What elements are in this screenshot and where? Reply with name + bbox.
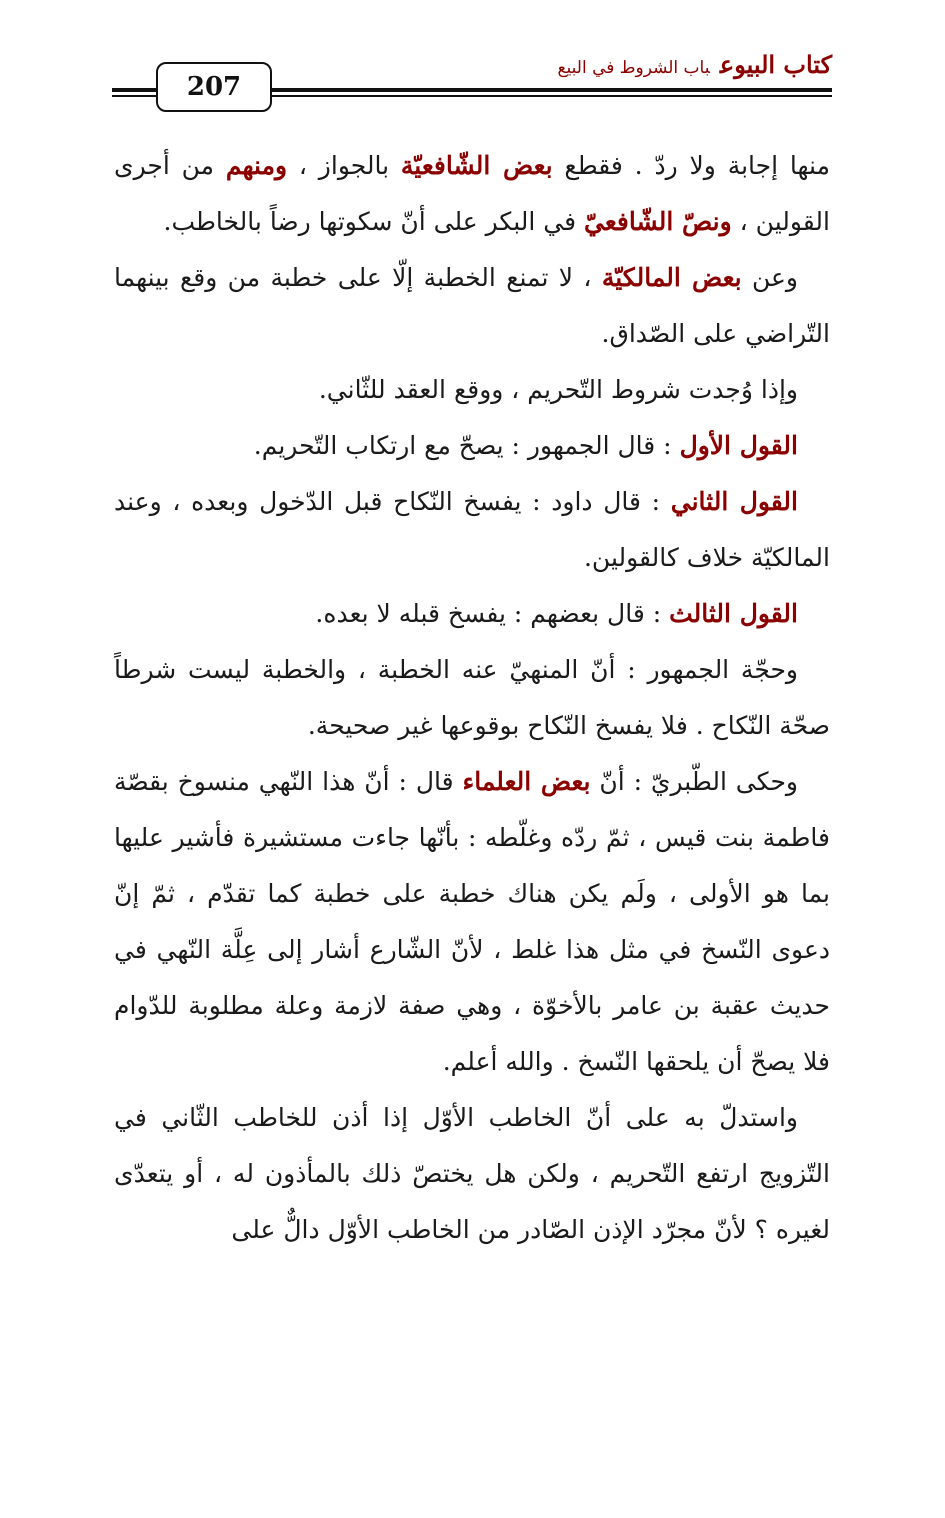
highlighted-term: القول الثاني bbox=[670, 487, 798, 516]
paragraph bbox=[114, 1090, 830, 1258]
highlighted-term: بعض المالكيّة bbox=[601, 263, 742, 292]
paragraph bbox=[114, 418, 830, 474]
page-body bbox=[114, 138, 830, 1258]
book-title: كتاب البيوع bbox=[719, 50, 832, 79]
body-text: وعن bbox=[741, 263, 799, 292]
paragraph bbox=[114, 138, 830, 250]
body-text: بالجواز ، bbox=[287, 151, 401, 180]
highlighted-term: بعض العلماء bbox=[462, 767, 591, 796]
body-text: : قال بعضهم : يفسخ قبله لا بعده. bbox=[315, 599, 670, 628]
paragraph bbox=[114, 362, 830, 418]
page-header bbox=[112, 52, 832, 116]
highlighted-term: بعض الشّافعيّة bbox=[400, 151, 553, 180]
body-text: ، لا تمنع الخطبة إلّا على خطبة من وقع بينهما التّراضي على الصّداق. bbox=[114, 263, 830, 348]
highlighted-term: القول الثالث bbox=[669, 599, 798, 628]
running-head bbox=[549, 50, 832, 79]
body-text: قال : أنّ هذا النّهي منسوخ بقصّة فاطمة بنت قيس ، ثمّ ردّه وغلّطه : بأنّها جاءت مستشيرة فأشير عليها بما هو الأولى ، ولَم يكن هناك خطبة على خطبة كما تقدّم ، ثمّ إنّ دعوى النّسخ في مثل هذا غلط ، لأنّ الشّارع أشار إلى عِلَّة النّهي في حديث عقبة بن عامر بالأخوّة ، وهي صفة لازمة وعلة مطلوبة للدّوام فلا يصحّ أن يلحقها النّسخ . والله أعلم. bbox=[114, 767, 830, 1076]
highlighted-term: ونصّ الشّافعيّ bbox=[584, 207, 732, 236]
body-text: واستدلّ به على أنّ الخاطب الأوّل إذا أذن للخاطب الثّاني في التّزويج ارتفع التّحريم ، ولكن هل يختصّ ذلك بالمأذون له ، أو يتعدّى لغيره ؟ لأنّ مجرّد الإذن الصّادر من الخاطب الأوّل دالٌّ على bbox=[114, 1103, 830, 1244]
highlighted-term: القول الأول bbox=[679, 431, 798, 460]
body-text: منها إجابة ولا ردّ . فقطع bbox=[552, 151, 830, 180]
body-text: وإذا وُجدت شروط التّحريم ، ووقع العقد للثّاني. bbox=[318, 375, 798, 404]
chapter-title: باب الشروط في البيع bbox=[557, 58, 710, 78]
body-text: : قال داود : يفسخ النّكاح قبل الدّخول وبعده ، وعند المالكيّة خلاف كالقولين. bbox=[114, 487, 830, 572]
paragraph bbox=[114, 586, 830, 642]
paragraph bbox=[114, 642, 830, 754]
body-text: في البكر على أنّ سكوتها رضاً بالخاطب. bbox=[163, 207, 585, 236]
page-number: 207 bbox=[156, 62, 272, 112]
body-text: وحجّة الجمهور : أنّ المنهيّ عنه الخطبة ، والخطبة ليست شرطاً صحّة النّكاح . فلا يفسخ النّكاح بوقوعها غير صحيحة. bbox=[114, 655, 830, 740]
body-text: من أجرى القولين ، bbox=[114, 151, 830, 236]
paragraph bbox=[114, 754, 830, 1090]
paragraph bbox=[114, 474, 830, 586]
body-text: وحكى الطّبريّ : أنّ bbox=[590, 767, 798, 796]
body-text: : قال الجمهور : يصحّ مع ارتكاب التّحريم. bbox=[253, 431, 680, 460]
highlighted-term: ومنهم bbox=[225, 151, 288, 180]
paragraph bbox=[114, 250, 830, 362]
